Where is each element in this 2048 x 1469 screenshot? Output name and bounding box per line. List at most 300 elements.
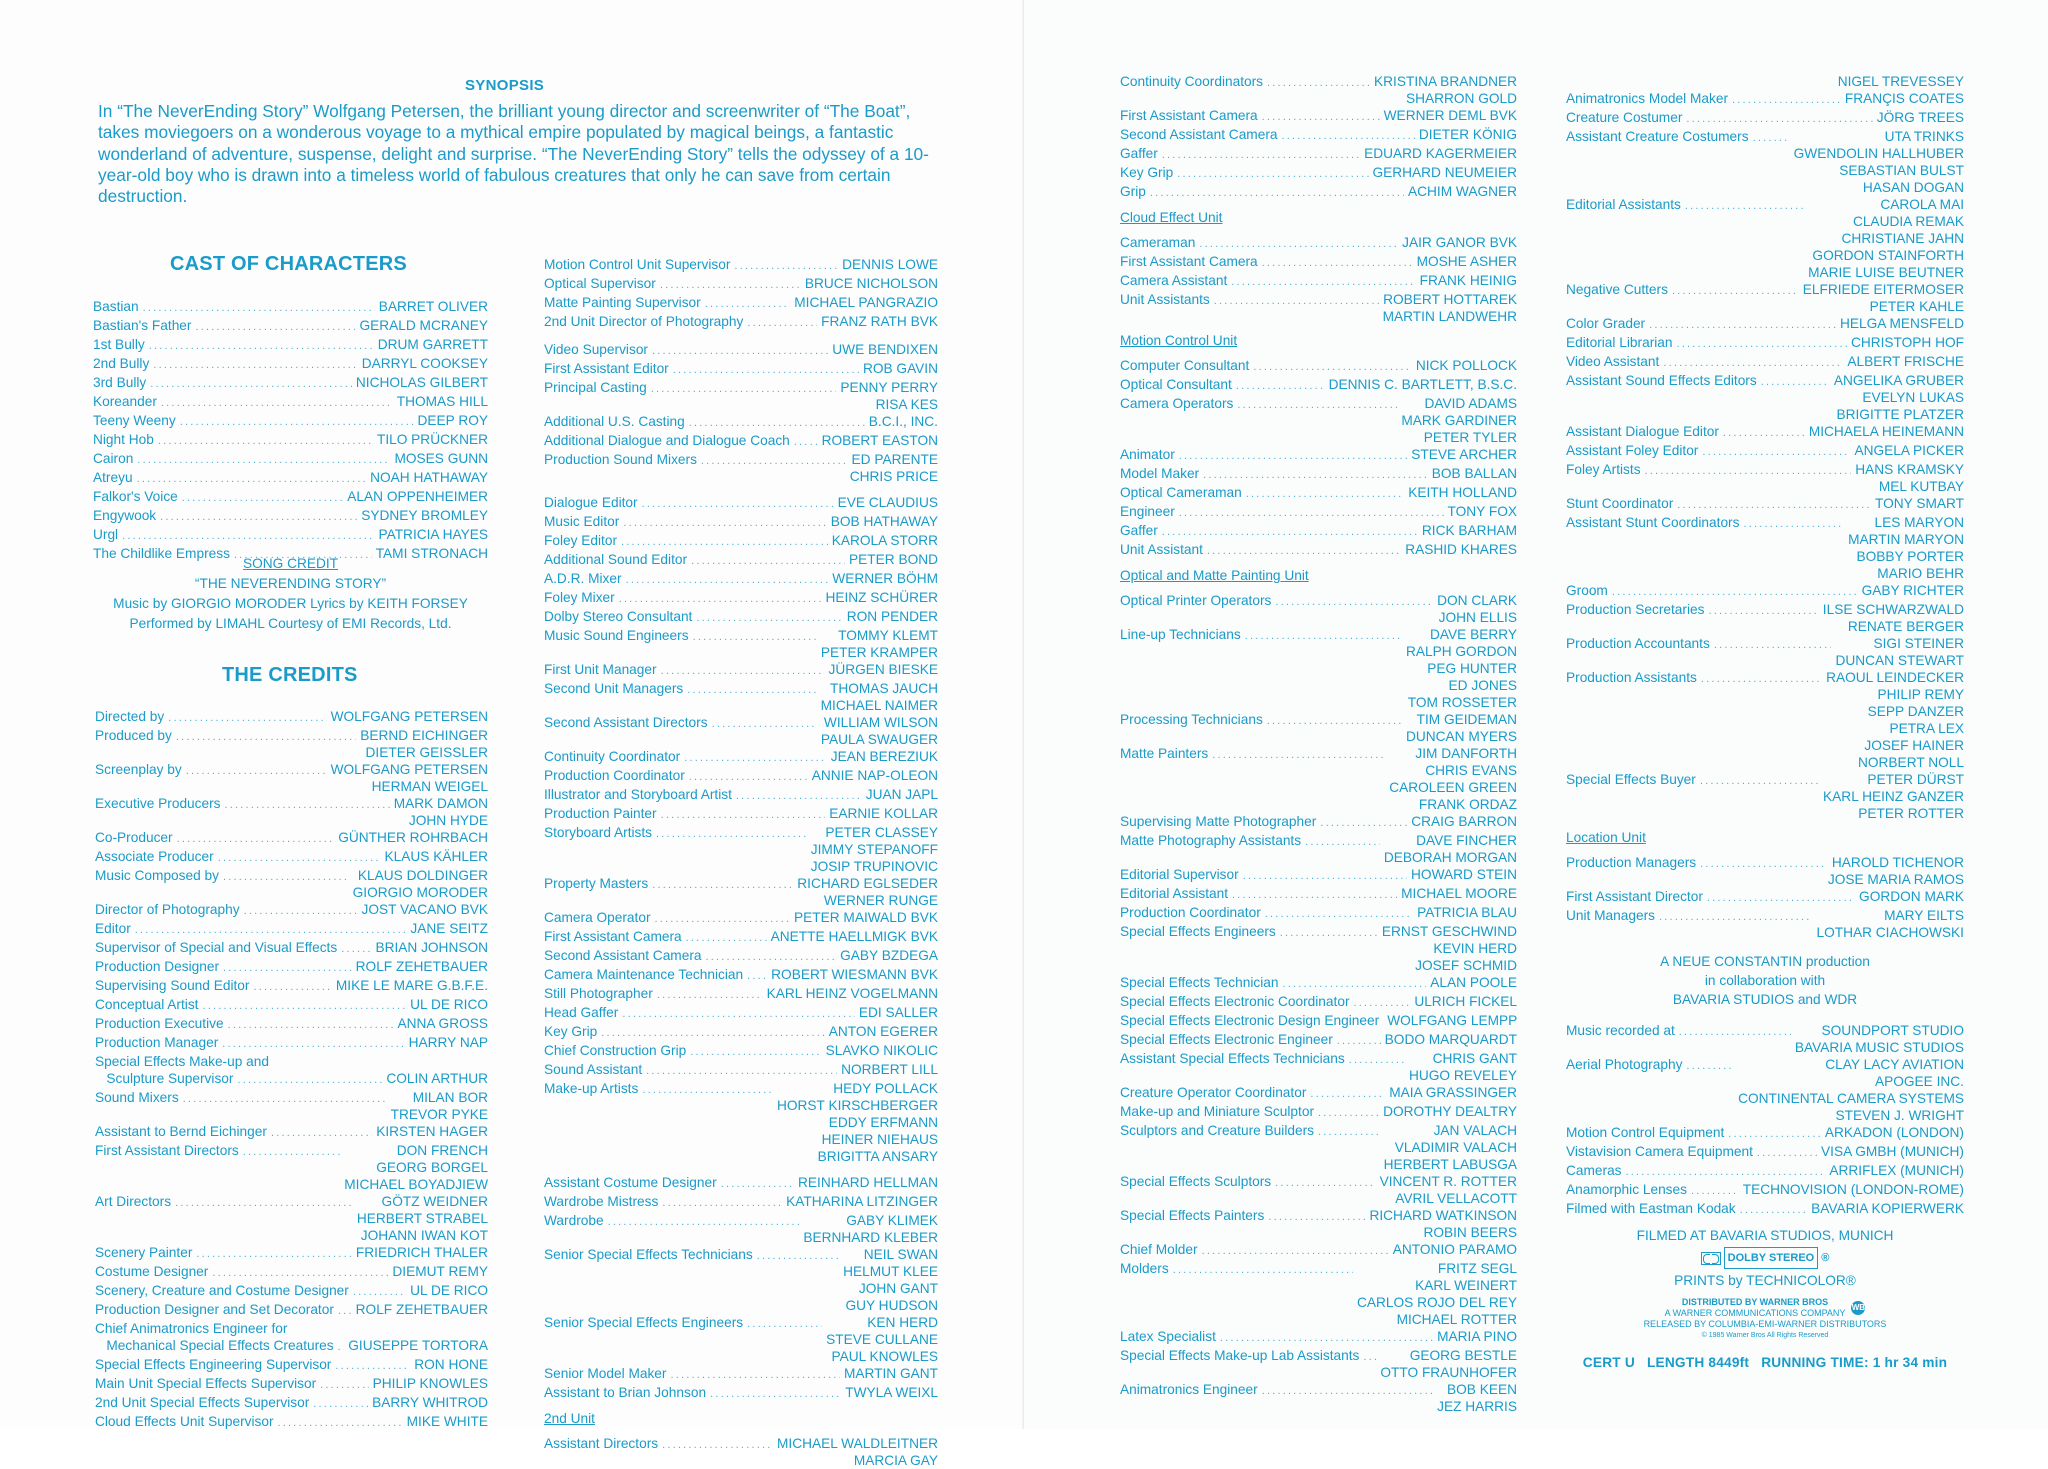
- credit-name: NORBERT NOLL: [1858, 755, 1964, 770]
- leader-dots: [228, 1017, 394, 1034]
- leader-dots: [1708, 603, 1818, 620]
- credit-row: [1566, 315, 1964, 334]
- credit-name: BRIAN JOHNSON: [375, 940, 488, 955]
- credit-row: [95, 1015, 488, 1034]
- credit-name: JIM DANFORTH: [1415, 746, 1517, 761]
- credit-name: ROBIN BEERS: [1423, 1225, 1517, 1240]
- credit-names: [866, 786, 938, 803]
- credit-names: [821, 680, 938, 714]
- leader-dots: [646, 1063, 837, 1080]
- credit-name: GABY RICHTER: [1861, 583, 1964, 598]
- credit-row: [1120, 107, 1517, 126]
- leader-dots: [1253, 359, 1411, 376]
- credit-role: Filmed with Eastman Kodak: [1566, 1201, 1736, 1216]
- credit-names: [1448, 503, 1517, 520]
- credit-names: [331, 761, 488, 795]
- leader-dots: [161, 395, 393, 412]
- credit-row: [544, 275, 938, 294]
- credit-role: Anamorphic Lenses: [1566, 1182, 1687, 1197]
- credit-names: [361, 901, 488, 918]
- credit-names: [831, 513, 938, 530]
- credit-name: DENNIS LOWE: [842, 257, 938, 272]
- credit-row: [1566, 669, 1964, 771]
- credit-names: [869, 413, 938, 430]
- credit-role: Second Unit Managers: [544, 681, 684, 696]
- credit-names: [1795, 1022, 1964, 1056]
- credit-names: [1862, 582, 1964, 599]
- credit-names: [798, 1174, 938, 1191]
- credit-names: [1430, 974, 1517, 991]
- credit-name: GORDON MARK: [1859, 889, 1964, 904]
- credit-name: ALAN OPPENHEIMER: [347, 489, 488, 504]
- credit-role: Senior Special Effects Technicians: [544, 1247, 753, 1262]
- credit-name: JEAN BEREZIUK: [830, 749, 938, 764]
- spacer: [544, 485, 938, 494]
- credit-row: [93, 393, 488, 412]
- credit-names: [394, 795, 488, 829]
- credit-name: HUGO REVELEY: [1408, 1068, 1517, 1083]
- credit-names: [1848, 514, 1964, 582]
- credit-name: VISA GMBH (MUNICH): [1821, 1144, 1964, 1159]
- credit-role: Editorial Supervisor: [1120, 867, 1239, 882]
- credit-row: [1566, 1181, 1964, 1200]
- credit-role: Gaffer: [1120, 146, 1158, 161]
- credit-role: Vistavision Camera Equipment: [1566, 1144, 1753, 1159]
- credit-row: [1566, 128, 1964, 196]
- credit-names: [361, 507, 488, 524]
- credit-names: [1401, 395, 1517, 446]
- credit-names: [1384, 1122, 1517, 1173]
- credit-name: TONY FOX: [1447, 504, 1517, 519]
- warner-bros-logo-icon: WB: [1851, 1301, 1865, 1315]
- credit-role: Second Assistant Directors: [544, 715, 708, 730]
- leader-dots: [1267, 713, 1402, 730]
- right-page: [1024, 0, 2048, 1429]
- leader-dots: [243, 1144, 341, 1161]
- credit-name: FRITZ SEGL: [1437, 1261, 1517, 1276]
- credit-names: [1417, 253, 1517, 270]
- production-line-3: BAVARIA STUDIOS and WDR: [1672, 992, 1858, 1007]
- credit-names: [353, 867, 488, 901]
- credit-row: [544, 494, 938, 513]
- credit-name: HORST KIRSCHBERGER: [777, 1098, 938, 1113]
- credit-row: [95, 1089, 488, 1123]
- credit-row: [544, 909, 938, 928]
- credit-row: [544, 341, 938, 360]
- credit-names: [1859, 888, 1964, 905]
- credit-names: [370, 469, 488, 486]
- leader-dots: [223, 960, 352, 977]
- leader-dots: [1214, 293, 1379, 310]
- credit-row: [1120, 813, 1517, 832]
- credit-role: Editorial Librarian: [1566, 335, 1673, 350]
- credit-names: [356, 958, 488, 975]
- credit-names: [336, 977, 488, 994]
- credit-role: Executive Producers: [95, 796, 221, 811]
- credit-row: [1120, 592, 1517, 626]
- credit-role: First Assistant Camera: [1120, 254, 1258, 269]
- credit-row: [544, 379, 938, 413]
- credit-row: [1566, 423, 1964, 442]
- credit-row: [1566, 73, 1964, 90]
- credit-name: GEORG BESTLE: [1409, 1348, 1517, 1363]
- credit-name: HEINER NIEHAUS: [821, 1132, 938, 1147]
- leader-dots: [1757, 1145, 1817, 1162]
- credit-name: RON HONE: [414, 1357, 488, 1372]
- credit-name: STEVE CULLANE: [826, 1332, 938, 1347]
- credits-column-1: [95, 708, 488, 1432]
- credit-role: Groom: [1566, 583, 1608, 598]
- credit-row: [1120, 626, 1517, 711]
- credit-row: [544, 551, 938, 570]
- credit-name: ED PARENTE: [851, 452, 938, 467]
- credit-names: [1419, 126, 1517, 143]
- credit-row: [1566, 109, 1964, 128]
- credit-row: [1566, 353, 1964, 372]
- credit-role: Computer Consultant: [1120, 358, 1250, 373]
- credit-row: [544, 1174, 938, 1193]
- credit-names: [1437, 1381, 1517, 1415]
- leader-dots: [734, 258, 838, 275]
- credit-name: BOBBY PORTER: [1856, 549, 1964, 564]
- credit-name: JÜRGEN BIESKE: [828, 662, 938, 677]
- credit-name: GWENDOLIN HALLHUBER: [1793, 146, 1964, 161]
- credit-name: DIETER GEISSLER: [365, 745, 488, 760]
- credit-names: [771, 928, 938, 945]
- credit-name: SLAVKO NIKOLIC: [825, 1043, 938, 1058]
- credit-role: Additional Dialogue and Dialogue Coach: [544, 433, 790, 448]
- credit-name: BOB KEEN: [1447, 1382, 1517, 1397]
- credit-names: [356, 374, 488, 391]
- credit-name: PETER CLASSEY: [825, 825, 938, 840]
- credit-names: [829, 805, 938, 822]
- credit-name: FRANZ RATH BVK: [821, 314, 938, 329]
- credit-name: DEEP ROY: [417, 413, 488, 428]
- credit-name: BRIGITTE PLATZER: [1836, 407, 1964, 422]
- credit-row: [93, 507, 488, 526]
- credit-name: BAVARIA MUSIC STUDIOS: [1794, 1040, 1964, 1055]
- credit-name: JOSEF SCHMID: [1415, 958, 1517, 973]
- credit-role: Gaffer: [1120, 523, 1158, 538]
- section-heading: Cloud Effect Unit: [1120, 210, 1223, 225]
- credit-row: [544, 360, 938, 379]
- credit-row: [1120, 1050, 1517, 1084]
- credit-names: [407, 1413, 488, 1430]
- credit-names: [378, 336, 488, 353]
- credit-names: [1385, 1031, 1517, 1048]
- credit-name: LOTHAR CIACHOWSKI: [1816, 925, 1964, 940]
- credit-role: Screenplay by: [95, 762, 182, 777]
- leader-dots: [1245, 628, 1402, 645]
- credit-role: Engineer: [1120, 504, 1175, 519]
- credit-names: [821, 627, 938, 661]
- credit-names: [828, 661, 938, 678]
- leader-dots: [320, 1377, 368, 1394]
- credit-name: JEZ HARRIS: [1437, 1399, 1517, 1414]
- credit-role: Camera Operators: [1120, 396, 1234, 411]
- credit-role: Special Effects Make-up and: [95, 1054, 269, 1069]
- leader-dots: [341, 941, 371, 958]
- credit-name: MARIA PINO: [1437, 1329, 1517, 1344]
- leader-dots: [662, 1437, 773, 1454]
- credit-names: [1855, 461, 1964, 495]
- credit-role: Production Accountants: [1566, 636, 1710, 651]
- credit-name: PETER KRAMPER: [820, 645, 938, 660]
- credit-role: Sculptors and Creature Builders: [1120, 1123, 1315, 1138]
- credit-role: Senior Model Maker: [544, 1366, 667, 1381]
- credit-row: [95, 1413, 488, 1432]
- credit-row: [1120, 376, 1517, 395]
- credit-row: [1120, 832, 1517, 866]
- credit-name: JOHN HYDE: [408, 813, 488, 828]
- synopsis-text: In “The NeverEnding Story” Wolfgang Petersen, the brilliant young director and screenwriter of “The Boat”, takes moviegoers on a wonderous voyage to a mythical empire populated by magical beings, a fantastic wonderland of adventure, suspense, delight and surprise. “The NeverEnding Story” tells the odyssey of a 10-year-old boy who is drawn into a timeless world of fabulous creatures that only he can save from certain destruction.: [98, 101, 929, 207]
- leader-dots: [212, 1265, 388, 1282]
- leader-dots: [1280, 925, 1378, 942]
- credit-role: Editor: [95, 921, 131, 936]
- credit-name: SOUNDPORT STUDIO: [1821, 1023, 1964, 1038]
- section-heading: Motion Control Unit: [1120, 333, 1238, 348]
- leader-dots: [338, 1303, 352, 1320]
- credit-row: [544, 1080, 938, 1165]
- leader-dots: [1177, 166, 1368, 183]
- leader-dots: [122, 528, 374, 545]
- credit-name: MILAN BOR: [412, 1090, 488, 1105]
- credit-role: Foley Mixer: [544, 590, 615, 605]
- credit-name: SEPP DANZER: [1867, 704, 1964, 719]
- credit-role: Cameraman: [1120, 235, 1196, 250]
- leader-dots: [608, 1214, 800, 1231]
- credit-name: CAROLEEN GREEN: [1389, 780, 1517, 795]
- credit-role: First Unit Manager: [544, 662, 657, 677]
- credit-names: [849, 551, 938, 568]
- credit-name: MARK GARDINER: [1401, 413, 1517, 428]
- credit-row: [93, 431, 488, 450]
- credit-name: GEORG BORGEL: [376, 1160, 488, 1175]
- credit-name: GORDON STAINFORTH: [1812, 248, 1964, 263]
- credit-row: [93, 412, 488, 431]
- credit-names: [377, 431, 488, 448]
- credit-row: [544, 313, 938, 332]
- credit-role: Sound Assistant: [544, 1062, 643, 1077]
- credit-role: Unit Assistants: [1120, 292, 1210, 307]
- credit-name: JÖRG TREES: [1876, 110, 1964, 125]
- leader-dots: [1179, 505, 1444, 522]
- credit-name: RENATE BERGER: [1847, 619, 1964, 634]
- credit-role: Conceptual Artist: [95, 997, 199, 1012]
- credit-name: ERNST GESCHWIND: [1381, 924, 1517, 939]
- credit-role: First Assistant Director: [1566, 889, 1703, 904]
- credit-role: Dolby Stereo Consultant: [544, 609, 693, 624]
- credit-name: DEBORAH MORGAN: [1383, 850, 1517, 865]
- credit-row: [544, 1314, 938, 1365]
- credit-row: [1120, 711, 1517, 745]
- credit-names: [777, 1080, 938, 1165]
- credit-names: [811, 824, 938, 875]
- leader-dots: [160, 509, 357, 526]
- credit-role: Unit Assistant: [1120, 542, 1203, 557]
- leader-dots: [168, 710, 326, 727]
- credit-row: [1566, 1200, 1964, 1219]
- credit-name: TIM GEIDEMAN: [1416, 712, 1517, 727]
- credit-row: [95, 996, 488, 1015]
- credit-role: Property Masters: [544, 876, 649, 891]
- credit-row: [95, 920, 488, 939]
- credit-role: Chief Animatronics Engineer for: [95, 1321, 288, 1336]
- credit-name: JANE SEITZ: [410, 921, 488, 936]
- credit-name: HANS KRAMSKY: [1855, 462, 1964, 477]
- credit-names: [840, 947, 938, 964]
- credit-role: Continuity Coordinator: [544, 749, 681, 764]
- credit-row: [1120, 1031, 1517, 1050]
- credit-row: [1120, 291, 1517, 325]
- credit-names: [379, 298, 488, 315]
- credit-name: FRANÇIS COATES: [1844, 91, 1964, 106]
- leader-dots: [335, 1358, 410, 1375]
- credit-name: PENNY PERRY: [840, 380, 938, 395]
- credit-row: [95, 939, 488, 958]
- leader-dots: [222, 1036, 404, 1053]
- credit-name: KARL WEINERT: [1415, 1278, 1517, 1293]
- leader-dots: [1337, 1033, 1381, 1050]
- credit-row: [95, 727, 488, 761]
- leader-dots: [1659, 909, 1812, 926]
- leader-dots: [1707, 890, 1855, 907]
- credit-role: Camera Operator: [544, 910, 651, 925]
- credit-row: [544, 1193, 938, 1212]
- credit-name: ANETTE HAELLMIGK BVK: [770, 929, 938, 944]
- credit-name: HEDY POLLACK: [833, 1081, 938, 1096]
- credit-name: WERNER DEML BVK: [1383, 108, 1517, 123]
- credit-name: DON FRENCH: [396, 1143, 488, 1158]
- section-heading: Location Unit: [1566, 830, 1646, 845]
- credit-name: PATRICIA HAYES: [378, 527, 488, 542]
- credit-row: [1120, 866, 1517, 885]
- credit-names: [1411, 813, 1517, 830]
- credit-name: EDI SALLER: [858, 1005, 938, 1020]
- credit-row: [95, 867, 488, 901]
- credit-name: PETER KAHLE: [1869, 299, 1964, 314]
- leader-dots: [1349, 1052, 1405, 1069]
- credit-row: [544, 256, 938, 275]
- credit-name: KIRSTEN HAGER: [376, 1124, 488, 1139]
- credit-name: NEIL SWAN: [863, 1247, 938, 1262]
- credit-row: [1566, 442, 1964, 461]
- leader-dots: [661, 807, 826, 824]
- credit-names: [847, 608, 938, 625]
- credit-role: Special Effects Engineers: [1120, 924, 1276, 939]
- credit-names: [1826, 669, 1964, 771]
- credit-names: [838, 494, 938, 511]
- credit-name: MAIA GRASSINGER: [1389, 1085, 1517, 1100]
- credit-name: MARTIN GANT: [843, 1366, 938, 1381]
- credit-name: OTTO FRAUNHOFER: [1380, 1365, 1517, 1380]
- credit-name: MICHAEL WALDLEITNER: [777, 1436, 938, 1451]
- credit-row: [95, 1356, 488, 1375]
- credit-role: Aerial Photography: [1566, 1057, 1683, 1072]
- leader-dots: [642, 496, 834, 513]
- credit-row: [544, 947, 938, 966]
- credit-role: Special Effects Electronic Design Engineer: [1120, 1013, 1380, 1028]
- spacer: [544, 332, 938, 341]
- credit-row: [1120, 1260, 1517, 1328]
- credit-names: [825, 589, 938, 606]
- leader-dots: [660, 277, 801, 294]
- credit-row: [95, 1337, 488, 1356]
- credit-names: [845, 1384, 938, 1401]
- leader-dots: [747, 968, 767, 985]
- credit-row: [1566, 582, 1964, 601]
- credit-names: [1411, 446, 1517, 463]
- credit-role: Additional Sound Editor: [544, 552, 688, 567]
- credit-role: Molders: [1120, 1261, 1169, 1276]
- credit-role: Koreander: [93, 394, 157, 409]
- credit-role: Sound Mixers: [95, 1090, 179, 1105]
- leader-dots: [689, 415, 865, 432]
- credit-name: TOMMY KLEMT: [838, 628, 938, 643]
- leader-dots: [1150, 185, 1404, 202]
- leader-dots: [661, 663, 825, 680]
- leader-dots: [182, 490, 344, 507]
- credit-role: Second Assistant Camera: [544, 948, 702, 963]
- credit-role: Sculpture Supervisor: [95, 1071, 234, 1086]
- section-heading: Optical and Matte Painting Unit: [1120, 568, 1309, 583]
- credit-role: Production Designer and Set Decorator: [95, 1302, 334, 1317]
- credit-row: [1120, 183, 1517, 202]
- credit-name: RON PENDER: [846, 609, 938, 624]
- credit-name: JOHANN IWAN KOT: [360, 1228, 488, 1243]
- credit-role: Assistant Special Effects Technicians: [1120, 1051, 1345, 1066]
- credit-names: [1821, 1143, 1964, 1160]
- leader-dots: [656, 826, 807, 843]
- leader-dots: [1243, 868, 1407, 885]
- leader-dots: [601, 1025, 824, 1042]
- credit-name: GABY BZDEGA: [840, 948, 938, 963]
- credit-names: [842, 256, 938, 273]
- credit-name: EARNIE KOLLAR: [829, 806, 938, 821]
- credit-names: [1828, 854, 1964, 888]
- credit-names: [1389, 1084, 1517, 1101]
- credit-role: 1st Bully: [93, 337, 145, 352]
- credits-heading: THE CREDITS: [222, 664, 358, 686]
- credit-name: MICHAELA HEINEMANN: [1808, 424, 1964, 439]
- credit-name: BOB HATHAWAY: [830, 514, 938, 529]
- credit-names: [821, 313, 938, 330]
- credit-role: Costume Designer: [95, 1264, 209, 1279]
- leader-dots: [691, 553, 845, 570]
- credit-name: MICHAEL MOORE: [1401, 886, 1517, 901]
- credit-row: [544, 451, 938, 485]
- credit-name: CHRIS PRICE: [849, 469, 938, 484]
- leader-dots: [149, 338, 374, 355]
- credit-names: [1834, 372, 1964, 423]
- credit-names: [410, 920, 488, 937]
- credit-name: DUNCAN STEWART: [1835, 653, 1964, 668]
- credit-name: MARCIA GAY: [853, 1453, 938, 1468]
- song-title: “THE NEVERENDING STORY”: [194, 576, 387, 591]
- credit-names: [397, 393, 488, 410]
- credit-row: [1120, 465, 1517, 484]
- credit-names: [844, 1365, 938, 1382]
- credit-name: BAVARIA KOPIERWERK: [1811, 1201, 1964, 1216]
- credit-name: KEN HERD: [867, 1315, 938, 1330]
- credit-name: GÖTZ WEIDNER: [381, 1194, 488, 1209]
- credit-name: DAVE BERRY: [1430, 627, 1517, 642]
- credit-row: [93, 469, 488, 488]
- leader-dots: [143, 300, 375, 317]
- credit-role: Atreyu: [93, 470, 133, 485]
- leader-dots: [686, 930, 767, 947]
- credit-row: [1120, 993, 1517, 1012]
